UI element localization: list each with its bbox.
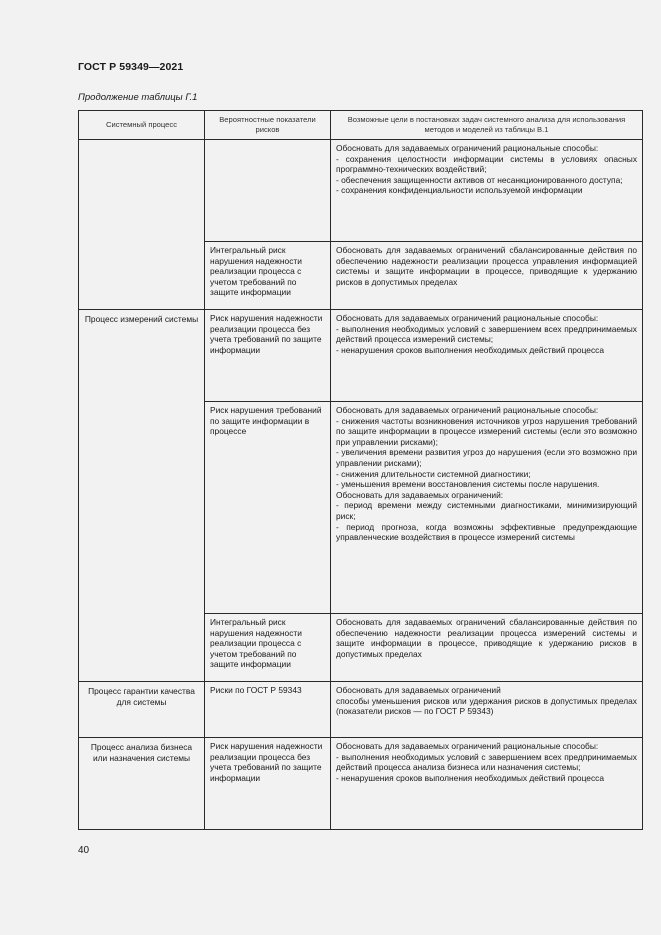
- goal-item: - период времени между системными диагностиками, минимизирующий риск;: [336, 500, 637, 521]
- goal-cell: [331, 682, 643, 738]
- goal-cell: [331, 738, 643, 830]
- goal-intro: Обосновать для задаваемых ограничений рациональные способы:: [336, 741, 599, 751]
- process-cell: Процесс измерений системы: [79, 310, 205, 682]
- risk-cell: Риск нарушения требований по защите информации в процессе: [205, 402, 331, 614]
- page-number: 40: [78, 845, 90, 856]
- table-row: [79, 310, 643, 402]
- header-system-process: Системный процесс: [79, 111, 205, 140]
- header-risk-indicators: Вероятностные показатели рисков: [205, 111, 331, 140]
- goal-intro: Обосновать для задаваемых ограничений сбалансированные действия по обеспечению надежности реализации процесса управления информацией системы и защите информации в процессе, приводящие к удержанию рисков в допустимых пределах: [336, 245, 637, 287]
- goal-item: - период прогноза, когда возможны эффективные предупреждающие управленческие воздействия в процессе измерений системы: [336, 521, 637, 543]
- table-header-row: [79, 111, 643, 140]
- risk-cell: Риски по ГОСТ Р 59343: [205, 682, 331, 738]
- goal-item: - увеличения времени развития угроз до нарушения (если это возможно при управлении рисками);: [336, 447, 637, 468]
- risk-cell: Интегральный риск нарушения надежности реализации процесса с учетом требований по защите информации: [205, 614, 331, 682]
- header-possible-goals: Возможные цели в постановках задач системного анализа для использования методов и моделей из таблицы В.1: [331, 111, 643, 140]
- table-row: [79, 682, 643, 738]
- document-standard-header: ГОСТ Р 59349—2021: [78, 61, 184, 73]
- goal-item: - сохранения целостности информации системы в условиях опасных программно-технических воздействий;: [336, 153, 637, 175]
- goal-item: способы уменьшения рисков или удержания рисков в допустимых пределах (показатели рисков — по ГОСТ Р 59343): [336, 695, 637, 717]
- goal-item: - снижения частоты возникновения источников угроз нарушения требований по защите информации в процессе измерений системы (если это возможно при управлении рисками);: [336, 415, 637, 447]
- goal-intro: Обосновать для задаваемых ограничений сбалансированные действия по обеспечению надежности реализации процесса измерений системы и защите информации в процессе, приводящие к удержанию рисков в допустимых пределах: [336, 617, 637, 659]
- goal-cell: [331, 140, 643, 242]
- risk-cell: Риск нарушения надежности реализации процесса без учета требований по защите информации: [205, 738, 331, 830]
- goal-cell: [331, 614, 643, 682]
- goal-intro: Обосновать для задаваемых ограничений: [336, 685, 501, 695]
- goal-item: - ненарушения сроков выполнения необходимых действий процесса: [336, 344, 604, 355]
- goal-item: - выполнения необходимых условий с завершением всех предпринимаемых действий процесса измерений системы;: [336, 323, 637, 345]
- goal-item: - сохранения конфиденциальности используемой информации: [336, 185, 583, 196]
- goal-item: - обеспечения защищенности активов от несанкционированного доступа;: [336, 174, 623, 185]
- risk-cell: [205, 140, 331, 242]
- risk-goals-table: [78, 110, 643, 830]
- process-cell: Процесс анализа бизнеса или назначения системы: [79, 738, 205, 830]
- table-row: [79, 140, 643, 242]
- goal-cell: [331, 310, 643, 402]
- risk-cell: Риск нарушения надежности реализации процесса без учета требований по защите информации: [205, 310, 331, 402]
- process-cell: [79, 140, 205, 310]
- goal-item: - выполнения необходимых условий с завершением всех предпринимаемых действий процесса анализа бизнеса или назначения системы;: [336, 751, 637, 773]
- process-cell: Процесс гарантии качества для системы: [79, 682, 205, 738]
- goal-intro: Обосновать для задаваемых ограничений рациональные способы:: [336, 143, 599, 153]
- table-caption: Продолжение таблицы Г.1: [78, 92, 198, 103]
- goal-item: - снижения длительности системной диагностики;: [336, 468, 531, 479]
- table-row: [79, 738, 643, 830]
- goal-cell: [331, 402, 643, 614]
- goal-item: - ненарушения сроков выполнения необходимых действий процесса: [336, 772, 604, 783]
- goal-extra-intro: Обосновать для задаваемых ограничений:: [336, 489, 504, 500]
- risk-cell: Интегральный риск нарушения надежности реализации процесса с учетом требований по защите информации: [205, 242, 331, 310]
- goal-item: - уменьшения времени восстановления системы после нарушения.: [336, 479, 600, 490]
- goal-cell: [331, 242, 643, 310]
- goal-intro: Обосновать для задаваемых ограничений рациональные способы:: [336, 313, 599, 323]
- goal-intro: Обосновать для задаваемых ограничений рациональные способы:: [336, 405, 599, 415]
